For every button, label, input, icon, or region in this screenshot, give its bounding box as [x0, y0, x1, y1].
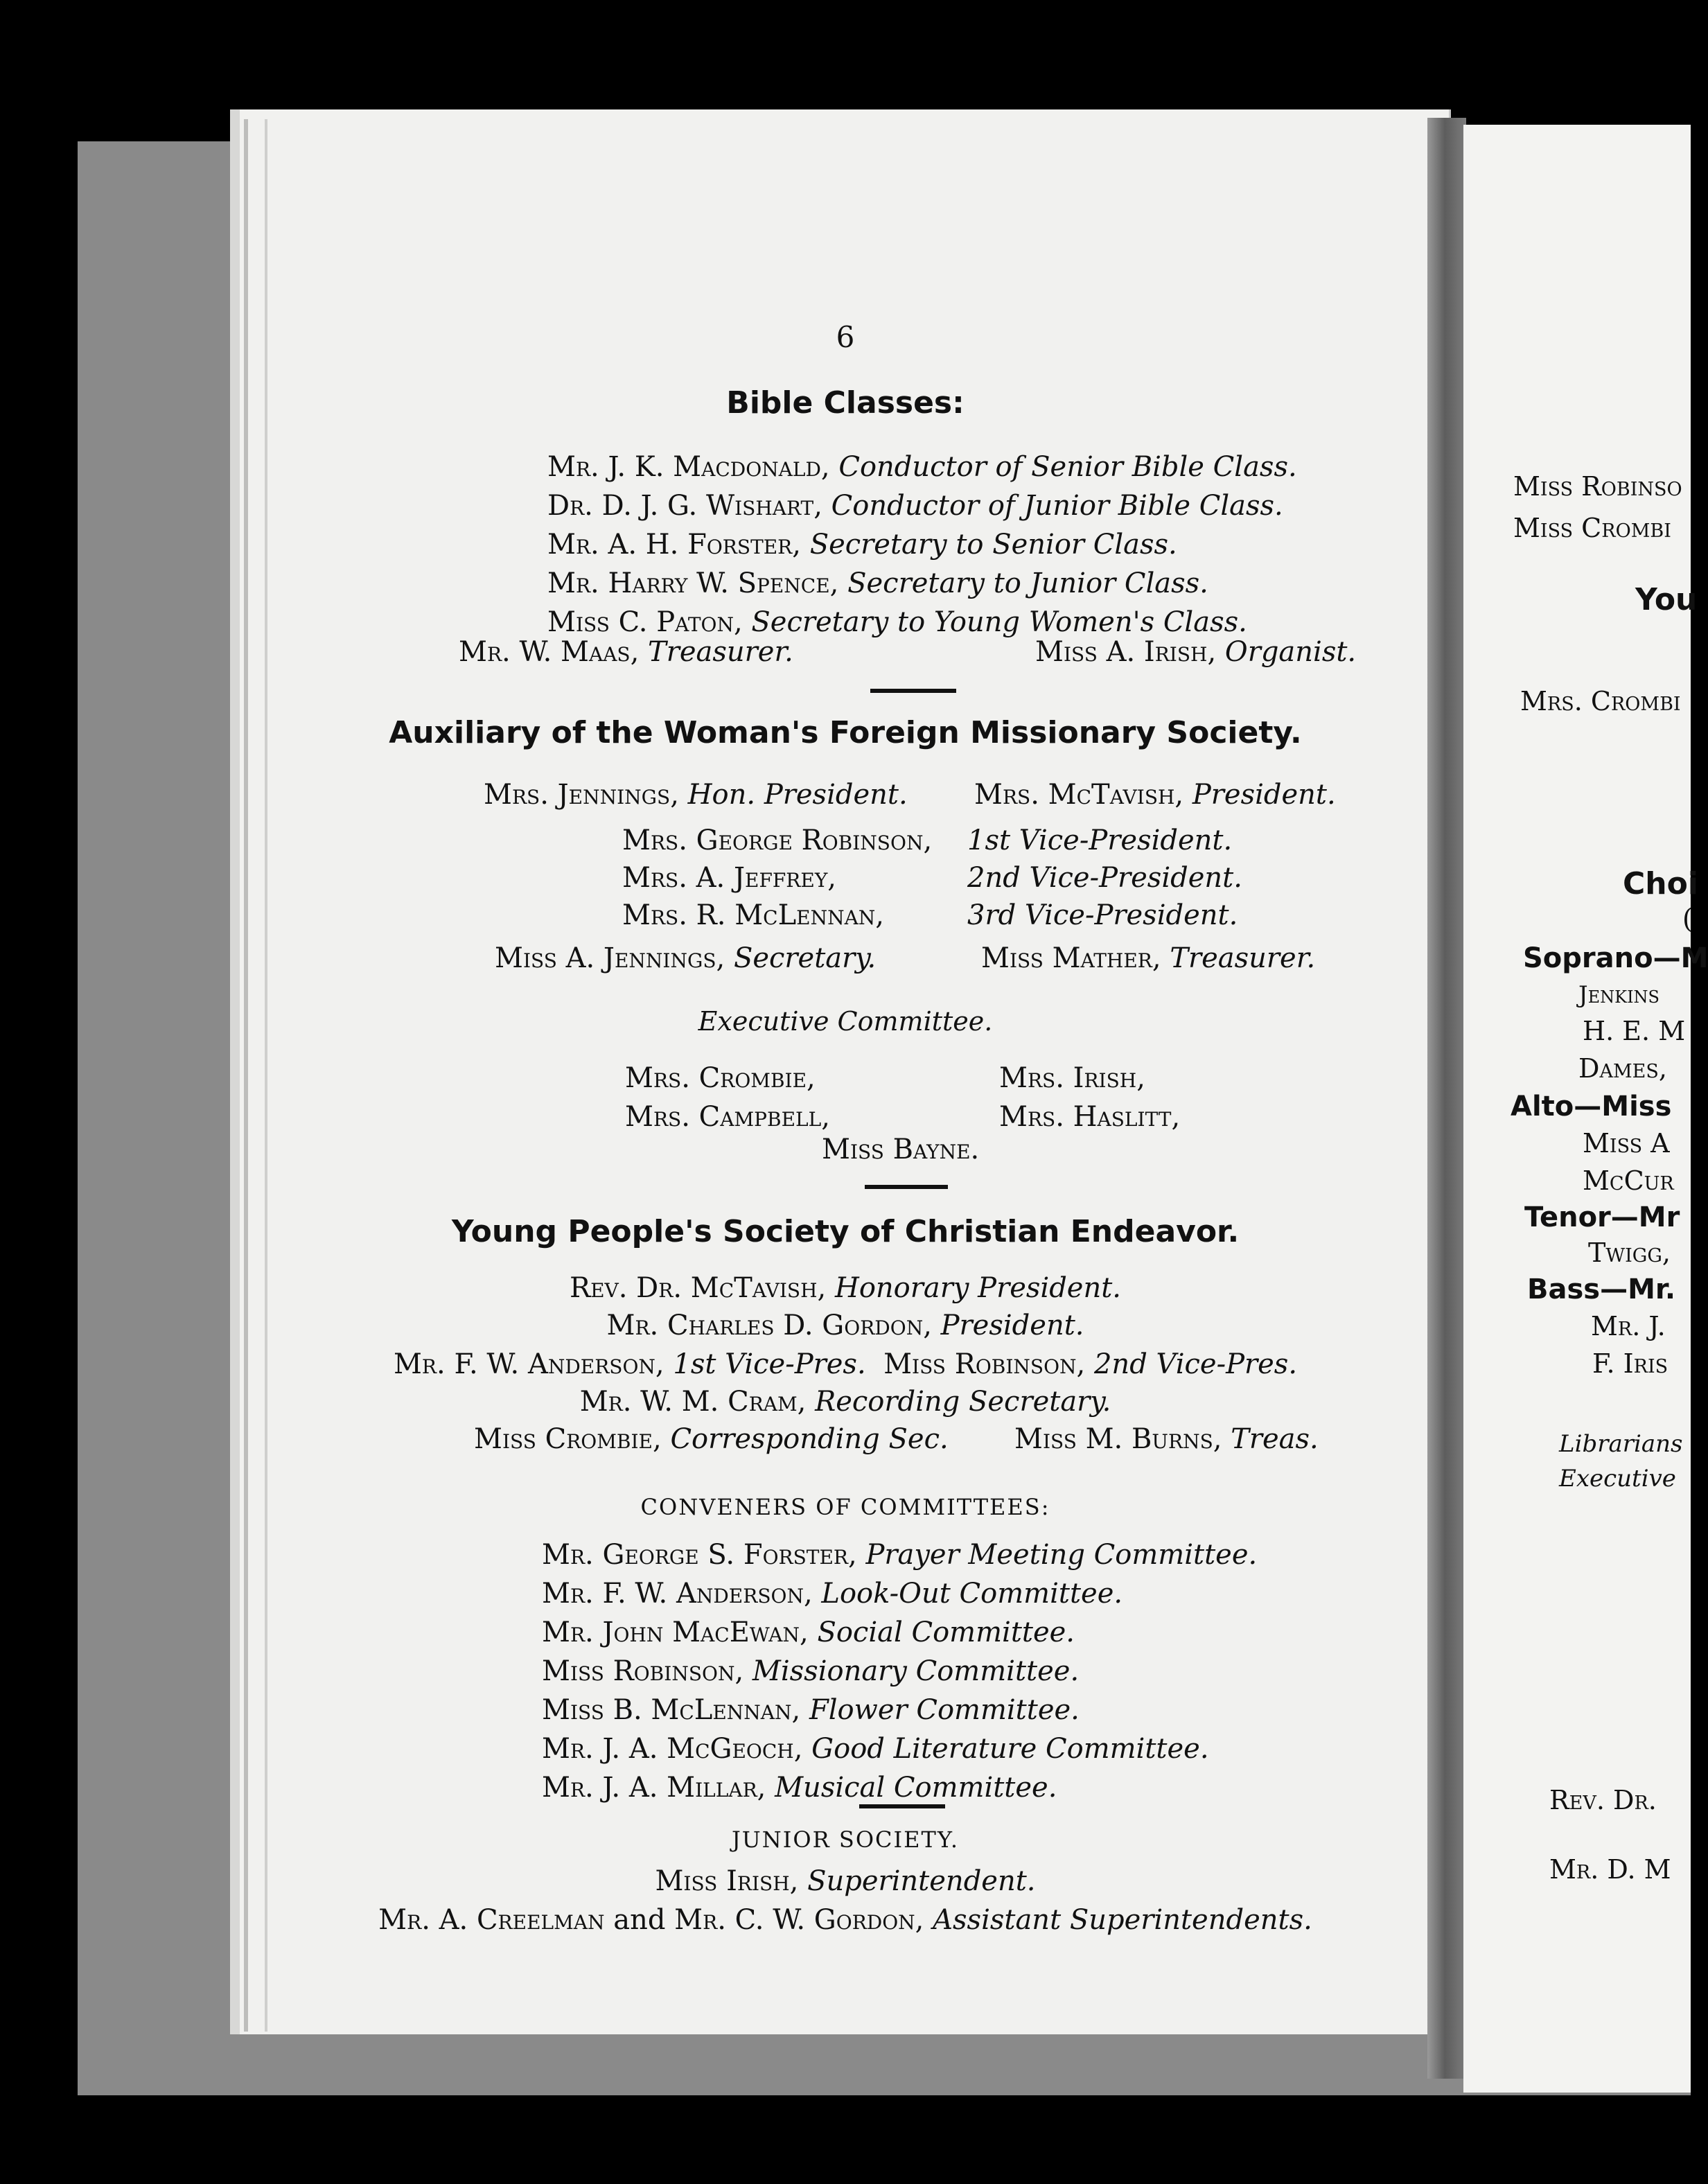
right-page-text: Tenor—Mr — [1524, 1201, 1680, 1233]
section-divider — [870, 689, 956, 693]
ypsce-hon-president: Rev. Dr. McTavish, Honorary President. — [569, 1272, 1122, 1304]
right-page-heading: You — [1635, 582, 1698, 617]
bible-class-line: Mr. J. K. Macdonald, Conductor of Senior Bible Class. — [547, 451, 1297, 483]
right-page-text: Bass—Mr. — [1527, 1274, 1676, 1305]
right-page-text: Executive — [1559, 1465, 1676, 1492]
right-page-text: ( — [1682, 904, 1693, 934]
right-page-text: Rev. Dr. — [1549, 1785, 1657, 1815]
junior-assistant-superintendents: Mr. A. Creelman and Mr. C. W. Gordon, Assistant Superintendents. — [378, 1904, 1312, 1936]
bible-treasurer: Mr. W. Maas, Treasurer. — [459, 636, 793, 668]
right-page-text: Miss Crombi — [1513, 513, 1671, 543]
wfms-heading: Auxiliary of the Woman's Foreign Missionary Society. — [389, 715, 1302, 750]
right-page-text: Alto—Miss — [1511, 1091, 1672, 1122]
bible-organist: Miss A. Irish, Organist. — [1035, 636, 1357, 668]
convener-line: Miss Robinson, Missionary Committee. — [542, 1655, 1080, 1687]
ypsce-corresponding-secretary: Miss Crombie, Corresponding Sec. — [474, 1423, 949, 1455]
convener-line: Miss B. McLennan, Flower Committee. — [542, 1694, 1080, 1726]
wfms-vp-roles: 1st Vice-President. 2nd Vice-President. 3rd Vice-President. — [967, 825, 1242, 931]
right-page-text: Dames, — [1578, 1053, 1667, 1084]
wfms-secretary: Miss A. Jennings, Secretary. — [495, 942, 877, 974]
junior-society-heading: JUNIOR SOCIETY. — [731, 1826, 960, 1853]
right-page-text: Mr. J. — [1591, 1311, 1666, 1341]
right-page-text: Librarians — [1559, 1430, 1683, 1458]
right-page-text: Jenkins — [1578, 981, 1660, 1009]
section-divider — [859, 1804, 945, 1808]
right-page-text: H. E. M — [1583, 1016, 1686, 1046]
ypsce-heading: Young People's Society of Christian Endeavor. — [451, 1214, 1240, 1249]
exec-left-column: Mrs. Crombie, Mrs. Campbell, — [625, 1062, 830, 1133]
right-page-text: Mrs. Crombi — [1520, 686, 1681, 716]
convener-line: Mr. F. W. Anderson, Look-Out Committee. — [542, 1578, 1123, 1610]
page-number: 6 — [836, 320, 855, 354]
bible-classes-list — [547, 448, 1297, 642]
right-page-text: McCur — [1583, 1165, 1674, 1196]
right-page-text: F. Iris — [1592, 1348, 1669, 1379]
ypsce-treasurer: Miss M. Burns, Treas. — [1014, 1423, 1319, 1455]
wfms-hon-president: Mrs. Jennings, Hon. President. — [484, 779, 908, 811]
bible-classes-heading: Bible Classes: — [726, 385, 965, 421]
right-page-heading: Choi — [1623, 866, 1698, 901]
exec-right-column: Mrs. Irish, Mrs. Haslitt, — [999, 1062, 1181, 1133]
bible-class-line: Dr. D. J. G. Wishart, Conductor of Junior Bible Class. — [547, 490, 1283, 522]
ypsce-president: Mr. Charles D. Gordon, President. — [606, 1310, 1084, 1341]
convener-line: Mr. George S. Forster, Prayer Meeting Committee. — [542, 1539, 1258, 1571]
junior-superintendent: Miss Irish, Superintendent. — [655, 1865, 1036, 1897]
bible-class-line: Miss C. Paton, Secretary to Young Women's Class. — [547, 606, 1247, 638]
ypsce-recording-secretary: Mr. W. M. Cram, Recording Secretary. — [579, 1386, 1111, 1418]
ypsce-vice-presidents: Mr. F. W. Anderson, 1st Vice-Pres. Miss Robinson, 2nd Vice-Pres. — [393, 1348, 1298, 1380]
convener-line: Mr. J. A. McGeoch, Good Literature Committee. — [542, 1733, 1209, 1765]
convener-line: Mr. J. A. Millar, Musical Committee. — [542, 1772, 1057, 1804]
right-page-text: Miss A — [1583, 1128, 1670, 1159]
right-page-text: Miss Robinso — [1513, 471, 1682, 502]
convener-line: Mr. John MacEwan, Social Committee. — [542, 1617, 1075, 1648]
wfms-treasurer: Miss Mather, Treasurer. — [981, 942, 1316, 974]
wfms-vp-names: Mrs. George Robinson, Mrs. A. Jeffrey, Mrs. R. McLennan, — [622, 825, 933, 931]
conveners-list — [542, 1535, 1257, 1807]
bible-class-line: Mr. A. H. Forster, Secretary to Senior Class. — [547, 529, 1177, 561]
wfms-president: Mrs. McTavish, President. — [974, 779, 1336, 811]
right-page-text: Soprano—M — [1523, 942, 1708, 974]
section-divider — [865, 1185, 948, 1189]
bible-class-line: Mr. Harry W. Spence, Secretary to Junior Class. — [547, 567, 1208, 599]
right-page-text: Twigg, — [1588, 1238, 1671, 1268]
exec-last-member: Miss Bayne. — [822, 1134, 980, 1165]
right-page-text: Mr. D. M — [1549, 1854, 1671, 1885]
executive-committee-heading: Executive Committee. — [698, 1006, 993, 1037]
conveners-heading: CONVENERS OF COMMITTEES: — [640, 1494, 1050, 1520]
